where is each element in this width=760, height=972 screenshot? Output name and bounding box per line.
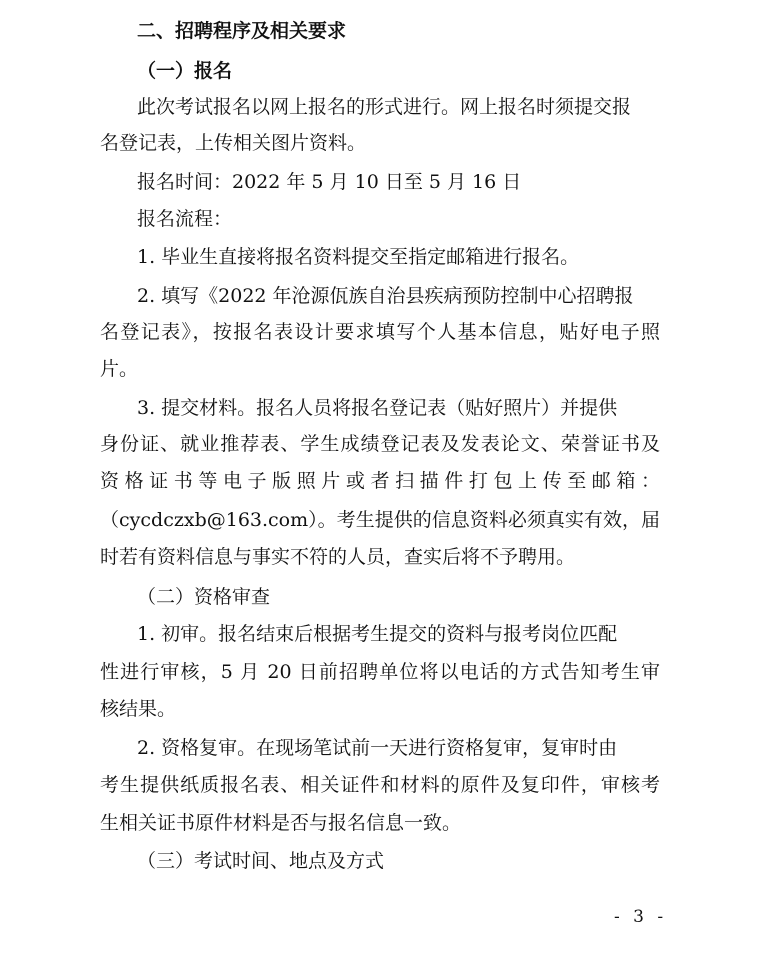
qualification-step-1-line: 性进行审核，5 月 20 日前招聘单位将以电话的方式告知考生审	[100, 661, 660, 683]
process-step-2-line: 2. 填写《2022 年沧源佤族自治县疾病预防控制中心招聘报	[137, 285, 634, 307]
process-step-3-line: （cycdczxb@163.com）。考生提供的信息资料必须真实有效，届	[100, 509, 660, 531]
subsection-heading-exam: （三）考试时间、地点及方式	[137, 850, 385, 872]
qualification-step-2-line: 2. 资格复审。在现场笔试前一天进行资格复审，复审时由	[137, 737, 618, 759]
process-step-2-line: 名登记表》，按报名表设计要求填写个人基本信息，贴好电子照	[100, 321, 660, 343]
process-step-1: 1. 毕业生直接将报名资料提交至指定邮箱进行报名。	[137, 246, 580, 268]
subsection-heading-qualification: （二）资格审查	[137, 586, 271, 608]
paragraph-line: 此次考试报名以网上报名的形式进行。网上报名时须提交报	[137, 96, 632, 118]
qualification-step-1-line: 核结果。	[100, 698, 177, 720]
process-step-3-line: 3. 提交材料。报名人员将报名登记表（贴好照片）并提供	[137, 397, 618, 419]
qualification-step-2-line: 生相关证书原件材料是否与报名信息一致。	[100, 812, 462, 834]
qualification-step-1-line: 1. 初审。报名结束后根据考生提交的资料与报考岗位匹配	[137, 623, 618, 645]
page-number: - 3 -	[614, 907, 668, 927]
registration-process-label: 报名流程：	[137, 208, 233, 230]
section-title: 二、招聘程序及相关要求	[137, 20, 347, 42]
registration-time: 报名时间：2022 年 5 月 10 日至 5 月 16 日	[137, 171, 522, 193]
subsection-heading-registration: （一）报名	[137, 60, 233, 82]
process-step-3-line: 资格证书等电子版照片或者扫描件打包上传至邮箱：	[100, 470, 660, 492]
process-step-3-line: 时若有资料信息与事实不符的人员，查实后将不予聘用。	[100, 546, 576, 568]
paragraph-line: 名登记表，上传相关图片资料。	[100, 132, 367, 154]
process-step-3-line: 身份证、就业推荐表、学生成绩登记表及发表论文、荣誉证书及	[100, 433, 660, 455]
process-step-2-line: 片。	[100, 358, 139, 380]
qualification-step-2-line: 考生提供纸质报名表、相关证件和材料的原件及复印件，审核考	[100, 774, 660, 796]
